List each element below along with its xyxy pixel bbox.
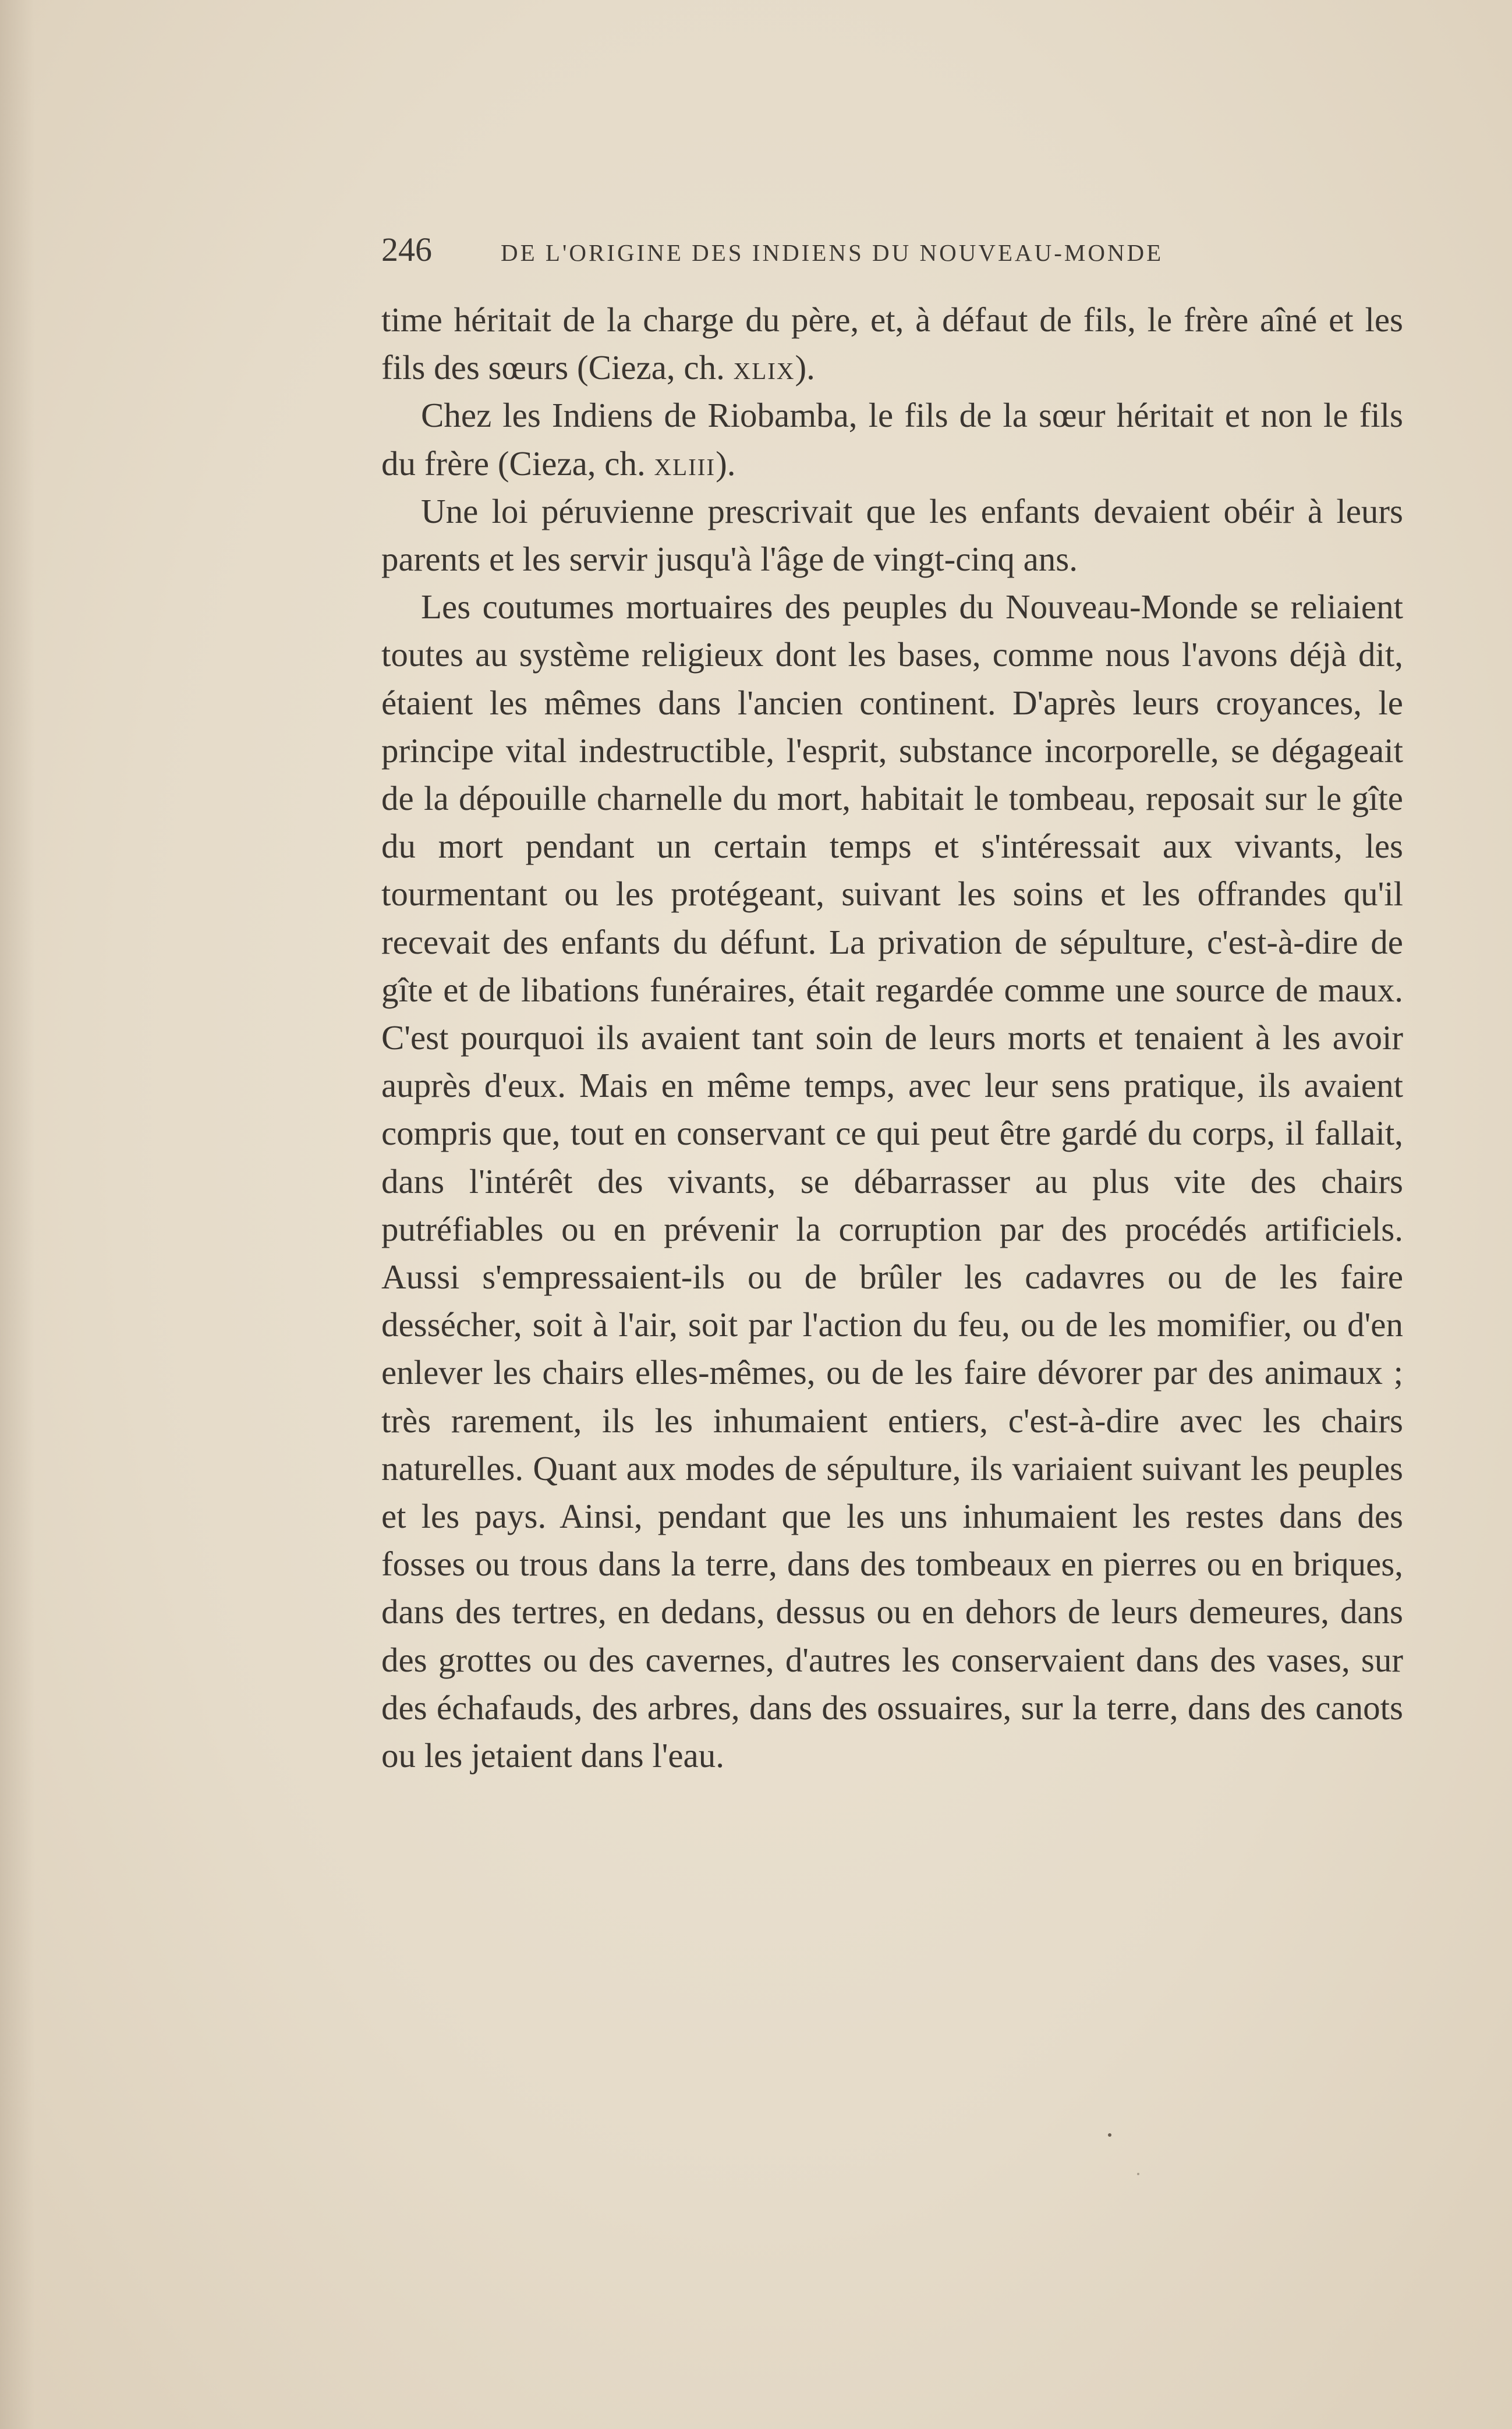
chapter-ref-xliii: xliii (654, 444, 716, 483)
page-number: 246 (381, 231, 432, 268)
chapter-ref-xlix: xlix (733, 348, 795, 387)
paragraph-1-text: time héritait de la charge du père, et, à défaut de fils, le frère aîné et les fils des sœurs (Cieza, ch. (381, 300, 1403, 387)
paragraph-2 (381, 391, 1403, 487)
paragraph-4: Les coutumes mortuaires des peuples du Nouveau-Monde se reliaient toutes au système religieux dont les bases, comme nous l'avons déjà dit, étaient les mêmes dans l'ancien continent. D'après leurs croyances, le principe vital indestructible, l'esprit, substance incorporelle, se dégageait de la dépouille charnelle du mort, habitait le tombeau, reposait sur le gîte du mort pendant un certain temps et s'intéressait aux vivants, les tourmentant ou les protégeant, suivant les soins et les offrandes qu'il recevait des enfants du défunt. La privation de sépulture, c'est-à-dire de gîte et de libations funéraires, était regardée comme une source de maux. C'est pourquoi ils avaient tant soin de leurs morts et tenaient à les avoir auprès d'eux. Mais en même temps, avec leur sens pratique, ils avaient compris que, tout en conservant ce qui peut être gardé du corps, il fallait, dans l'intérêt des vivants, se débarrasser au plus vite des chairs putréfiables ou en prévenir la corruption par des procédés artificiels. Aussi s'empressaient-ils ou de brûler les cadavres ou de les faire dessécher, soit à l'air, soit par l'action du feu, ou de les momifier, ou d'en enlever les chairs elles-mêmes, ou de les faire dévorer par des animaux ; très rarement, ils les inhumaient entiers, c'est-à-dire avec les chairs naturelles. Quant aux modes de sépulture, ils variaient suivant les peuples et les pays. Ainsi, pendant que les uns inhumaient les restes dans des fosses ou trous dans la terre, dans des tombeaux en pierres ou en briques, dans des tertres, en dedans, dessus ou en dehors de leurs demeures, dans des grottes ou des cavernes, d'autres les conservaient dans des vases, sur des échafauds, des arbres, dans des ossuaires, sur la terre, dans des canots ou les jetaient dans l'eau. (381, 587, 1403, 1775)
body-text (381, 296, 1403, 1779)
paragraph-2-text: Chez les Indiens de Riobamba, le fils de la sœur héritait et non le fils du frère (Cieza, ch. (381, 396, 1403, 483)
running-title: DE L'ORIGINE DES INDIENS DU NOUVEAU-MONDE (501, 239, 1164, 266)
page-header (381, 230, 1403, 271)
paragraph-1 (381, 296, 1403, 391)
paper-speck (1137, 2173, 1139, 2175)
paragraph-3: Une loi péruvienne prescrivait que les enfants devaient obéir à leurs parents et les servir jusqu'à l'âge de vingt-cinq ans. (381, 491, 1403, 579)
paragraph-1-close: ). (795, 348, 815, 387)
paper-speck (1108, 2133, 1111, 2137)
paragraph-2-close: ). (716, 444, 736, 483)
gutter-shadow (0, 0, 35, 2429)
